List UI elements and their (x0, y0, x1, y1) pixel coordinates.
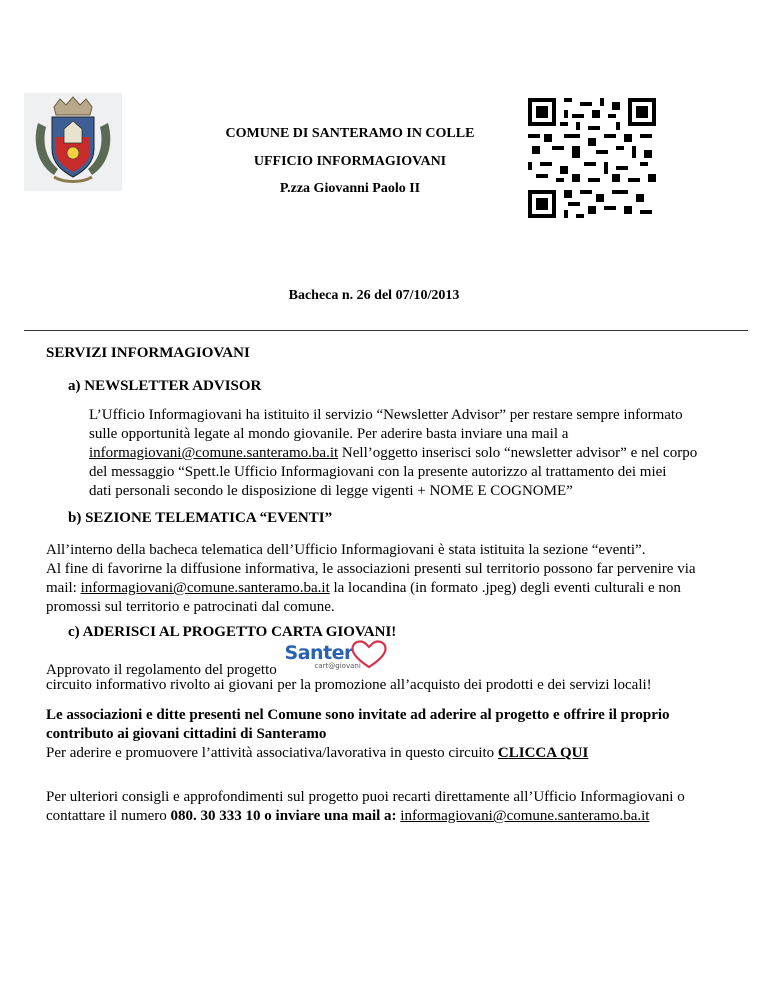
email-link[interactable]: informagiovani@comune.santeramo.ba.it (400, 808, 650, 824)
eventi-line-3 (46, 579, 736, 598)
divider (24, 330, 748, 331)
coat-of-arms-logo (24, 93, 122, 191)
qr-code-icon (528, 98, 656, 218)
footer-line-2-pre: contattare il numero (46, 808, 171, 824)
newsletter-line-4: del messaggio “Spett.le Ufficio Informagiovani con la presente autorizzo al trattamento dei miei (89, 464, 667, 480)
email-link[interactable]: informagiovani@comune.santeramo.ba.it (80, 580, 330, 596)
eventi-line-1: All’interno della bacheca telematica dell’Ufficio Informagiovani è stata istituita la sezione “eventi”. (46, 542, 646, 558)
clicca-qui-link[interactable]: CLICCA QUI (497, 745, 589, 761)
phone-number: 080. 30 333 10 o inviare una mail a: (170, 808, 397, 824)
heading-newsletter: a) NEWSLETTER ADVISOR (68, 378, 262, 394)
coat-of-arms-icon (24, 93, 122, 191)
santer-logo-subtext: cart@giovani (314, 662, 361, 670)
email-link[interactable]: informagiovani@comune.santeramo.ba.it (89, 445, 339, 461)
newsletter-line-3 (89, 444, 729, 463)
org-name: COMUNE DI SANTERAMO IN COLLE (225, 126, 475, 141)
footer-line-2 (46, 807, 736, 826)
carta-line-3 (46, 744, 736, 763)
bulletin-number: Bacheca n. 26 del 07/10/2013 (288, 288, 460, 303)
eventi-line-3-text: la locandina (in formato .jpeg) degli eventi culturali e non (329, 580, 681, 596)
carta-line-3-text: Per aderire e promuovere l’attività associativa/lavorativa in questo circuito (46, 745, 498, 761)
heading-eventi: b) SEZIONE TELEMATICA “EVENTI” (68, 510, 333, 526)
carta-bold-line-1: Le associazioni e ditte presenti nel Comune sono invitate ad aderire al progetto e offrire il proprio (46, 707, 670, 723)
eventi-line-2: Al fine di favorirne la diffusione informativa, le associazioni presenti sul territorio possono far pervenire via (46, 561, 696, 577)
eventi-line-4: promossi sul territorio e patrocinati dal comune. (46, 599, 335, 615)
carta-line-2: circuito informativo rivolto ai giovani per la promozione all’acquisto dei prodotti e dei servizi locali! (46, 677, 652, 693)
office-name: UFFICIO INFORMAGIOVANI (253, 154, 447, 169)
newsletter-line-2: sulle opportunità legate al mondo giovanile. Per aderire basta inviare una mail a (89, 426, 569, 442)
qr-code[interactable] (528, 98, 656, 218)
heart-icon (349, 638, 389, 670)
carta-line-1-text: Approvato il regolamento del progetto (46, 662, 277, 678)
santer-logo (284, 642, 395, 678)
office-address: P.zza Giovanni Paolo II (279, 181, 421, 196)
newsletter-line-5: dati personali secondo le disposizione di legge vigenti + NOME E COGNOME” (89, 483, 573, 499)
footer-line-1: Per ulteriori consigli e approfondimenti sul progetto puoi recarti direttamente all’Ufficio Informagiovani o (46, 789, 685, 805)
newsletter-line-3-text: Nell’oggetto inserisci solo “newsletter advisor” e nel corpo (338, 445, 698, 461)
eventi-line-3-pre: mail: (46, 580, 81, 596)
newsletter-line-1: L’Ufficio Informagiovani ha istituito il servizio “Newsletter Advisor” per restare sempre informato (89, 407, 683, 423)
carta-bold-line-2: contributo ai giovani cittadini di Santeramo (46, 726, 327, 742)
section-title: SERVIZI INFORMAGIOVANI (46, 345, 250, 361)
heading-carta-giovani: c) ADERISCI AL PROGETTO CARTA GIOVANI! (68, 624, 397, 640)
santer-logo-text: Santer (284, 642, 353, 664)
